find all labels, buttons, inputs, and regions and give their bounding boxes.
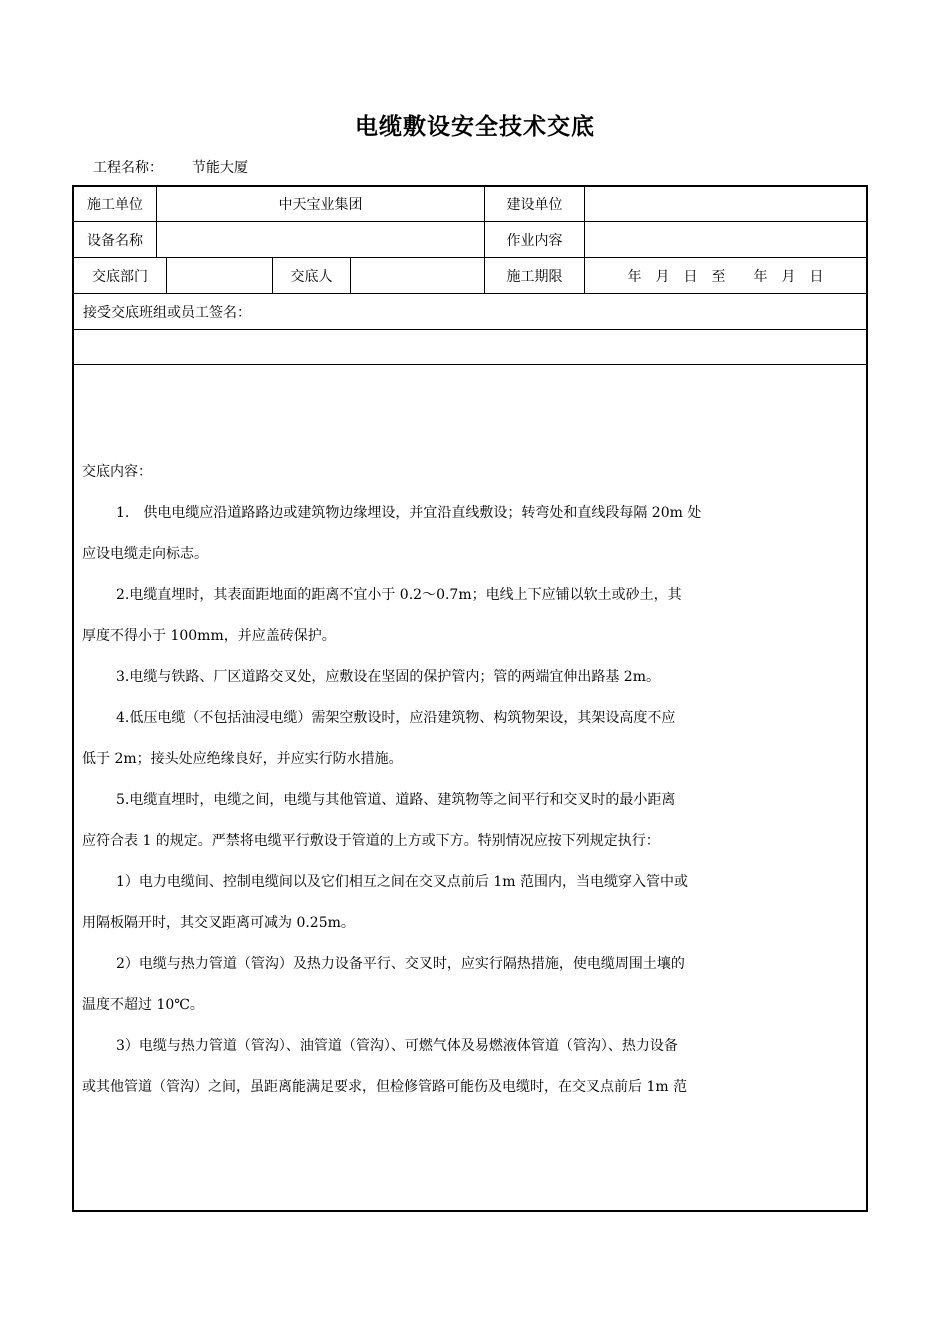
equipment-name-value <box>157 222 484 257</box>
construction-unit-label: 施工单位 <box>87 197 143 213</box>
content-line: 厚度不得小于 100mm，并应盖砖保护。 <box>82 628 336 644</box>
builder-unit-label: 建设单位 <box>506 197 563 213</box>
content-line: 或其他管道（管沟）之间，虽距离能满足要求，但检修管路可能伤及电缆时，在交叉点前后 1m 范 <box>82 1079 688 1095</box>
content-line: 3）电缆与热力管道（管沟）、油管道（管沟）、可燃气体及易燃液体管道（管沟）、热力设备 <box>116 1038 678 1054</box>
equipment-name-label: 设备名称 <box>87 232 143 249</box>
signature-value <box>83 330 783 364</box>
content-line: 2.电缆直埋时，其表面距地面的距离不宜小于 0.2～0.7m；电线上下应铺以软土或砂土，其 <box>116 587 682 603</box>
content-line: 1）电力电缆间、控制电缆间以及它们相互之间在交叉点前后 1m 范围内，当电缆穿入管中或 <box>116 874 688 890</box>
handover-dept-label: 交底部门 <box>92 268 148 285</box>
builder-unit-value <box>585 187 866 221</box>
content-line: 温度不超过 10℃。 <box>82 997 204 1013</box>
content-line: 用隔板隔开时，其交叉距离可减为 0.25m。 <box>82 915 355 931</box>
content-line: 2）电缆与热力管道（管沟）及热力设备平行、交叉时，应实行隔热措施，使电缆周围土壤的 <box>116 956 685 972</box>
document-title: 电缆敷设安全技术交底 <box>355 114 595 140</box>
content-heading: 交底内容： <box>82 464 152 480</box>
handover-dept-value <box>167 258 272 293</box>
construction-period-value: 年 月 日 至 年 月 日 <box>627 268 824 285</box>
content-line: 应符合表 1 的规定。严禁将电缆平行敷设于管道的上方或下方。特别情况应按下列规定执行： <box>82 833 660 849</box>
content-line: 应设电缆走向标志。 <box>82 546 208 562</box>
signature-label: 接受交底班组或员工签名： <box>83 304 251 321</box>
handover-person-label: 交底人 <box>290 268 333 285</box>
content-line: 1. 供电电缆应沿道路路边或建筑物边缘埋设，并宜沿直线敷设；转弯处和直线段每隔 20m 处 <box>116 505 702 521</box>
construction-period-label: 施工期限 <box>506 268 563 285</box>
content-line: 4.低压电缆（不包括油浸电缆）需架空敷设时，应沿建筑物、构筑物架设，其架设高度不应 <box>116 710 676 726</box>
content-line: 5.电缆直埋时，电缆之间，电缆与其他管道、道路、建筑物等之间平行和交叉时的最小距离 <box>116 792 676 808</box>
construction-unit-value: 中天宝业集团 <box>278 197 363 213</box>
project-name-value: 节能大厦 <box>192 160 248 176</box>
content-line: 3.电缆与铁路、厂区道路交叉处，应敷设在坚固的保护管内；管的两端宜伸出路基 2m。 <box>116 669 660 685</box>
content-line: 低于 2m；接头处应绝缘良好，并应实行防水措施。 <box>82 751 403 767</box>
handover-person-value <box>351 258 484 293</box>
handover-content <box>82 462 852 1118</box>
work-content-value <box>585 222 866 257</box>
work-content-label: 作业内容 <box>506 232 563 249</box>
project-name-label: 工程名称： <box>93 160 163 176</box>
row-divider <box>74 364 866 365</box>
